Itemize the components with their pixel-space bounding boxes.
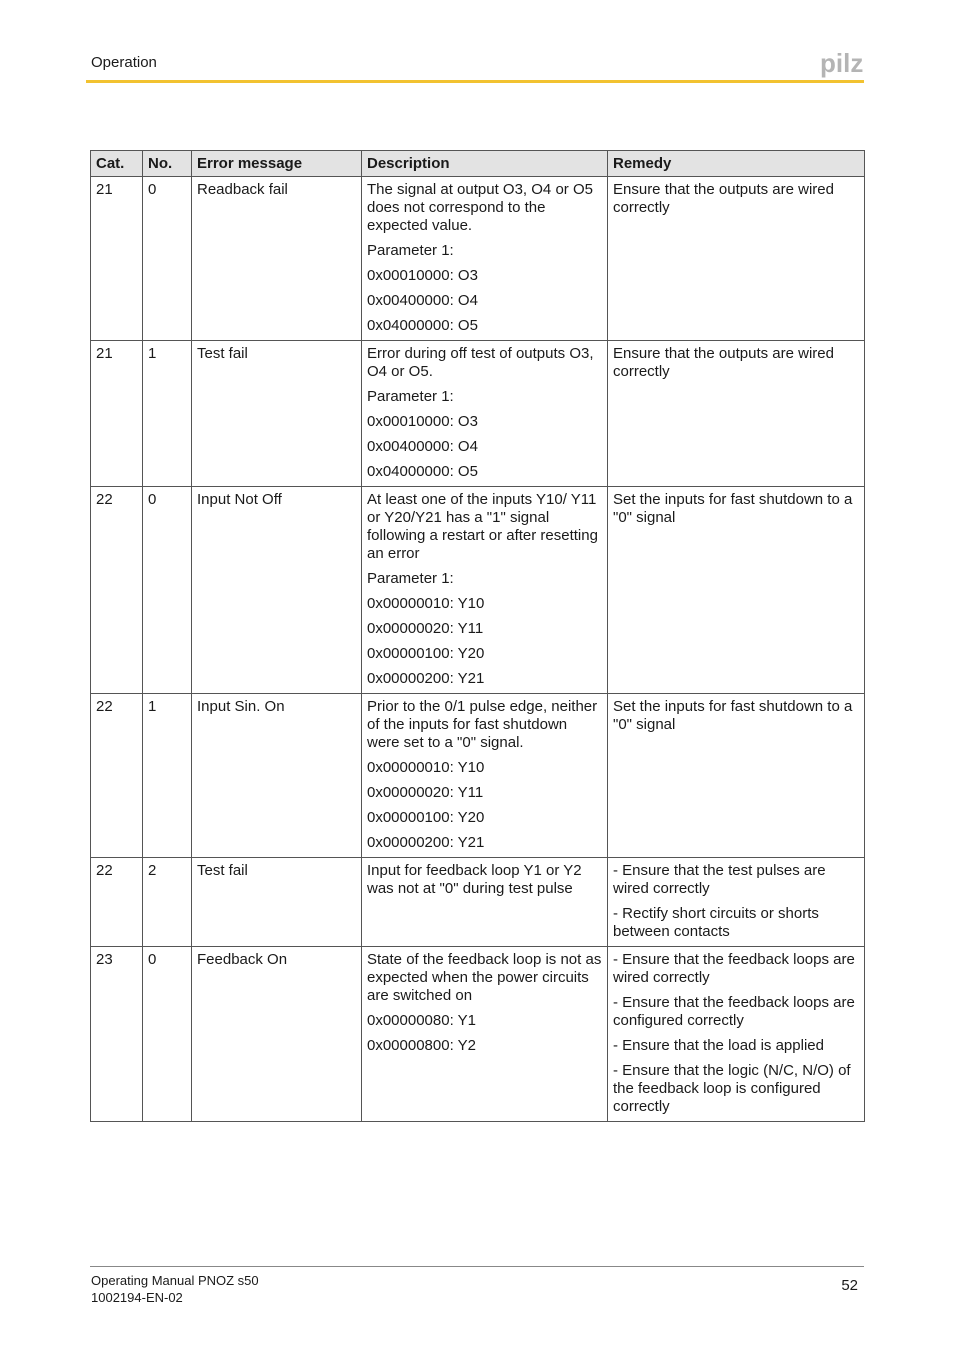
- column-header-error-message: Error message: [192, 151, 362, 177]
- remedy-line: Ensure that the outputs are wired correctly: [613, 345, 834, 380]
- description-line: 0x00000080: Y1: [367, 1012, 476, 1029]
- description-line: Error during off test of outputs O3, O4 or O5.: [367, 345, 594, 380]
- manual-title: Operating Manual PNOZ s50: [91, 1273, 259, 1288]
- table-header-row: [91, 151, 865, 177]
- description-line: 0x00400000: O4: [367, 438, 478, 455]
- cell-number: 2: [143, 858, 192, 947]
- table-row: [91, 177, 865, 341]
- document-number: 1002194-EN-02: [91, 1290, 183, 1305]
- remedy-line: - Ensure that the logic (N/C, N/O) of the feedback loop is configured correctly: [613, 1062, 851, 1115]
- cell-description: [362, 947, 608, 1122]
- table-row: [91, 947, 865, 1122]
- remedy-line: - Ensure that the test pulses are wired correctly: [613, 862, 826, 897]
- cell-remedy: [608, 858, 865, 947]
- cell-description: [362, 858, 608, 947]
- description-line: The signal at output O3, O4 or O5 does not correspond to the expected value.: [367, 181, 593, 234]
- description-line: 0x00400000: O4: [367, 292, 478, 309]
- cell-category: 22: [91, 487, 143, 694]
- cell-error-message: Input Not Off: [192, 487, 362, 694]
- header-divider: [86, 80, 864, 83]
- remedy-line: Ensure that the outputs are wired correctly: [613, 181, 834, 216]
- description-line: Prior to the 0/1 pulse edge, neither of the inputs for fast shutdown were set to a "0" signal.: [367, 698, 598, 751]
- column-header-remedy: Remedy: [608, 151, 865, 177]
- description-line: Input for feedback loop Y1 or Y2 was not at "0" during test pulse: [367, 862, 582, 897]
- cell-category: 22: [91, 858, 143, 947]
- cell-category: 22: [91, 694, 143, 858]
- description-line: 0x00000100: Y20: [367, 809, 485, 826]
- svg-text:pilz: pilz: [820, 50, 864, 78]
- description-line: Parameter 1:: [367, 570, 454, 587]
- cell-number: 1: [143, 694, 192, 858]
- cell-error-message: Feedback On: [192, 947, 362, 1122]
- table-row: [91, 341, 865, 487]
- cell-error-message: Readback fail: [192, 177, 362, 341]
- cell-description: [362, 177, 608, 341]
- page-number: 52: [841, 1277, 858, 1294]
- cell-number: 1: [143, 341, 192, 487]
- cell-number: 0: [143, 487, 192, 694]
- description-line: Parameter 1:: [367, 242, 454, 259]
- description-line: Parameter 1:: [367, 388, 454, 405]
- description-line: 0x00010000: O3: [367, 267, 478, 284]
- description-line: 0x00010000: O3: [367, 413, 478, 430]
- cell-description: [362, 694, 608, 858]
- description-line: 0x00000800: Y2: [367, 1037, 476, 1054]
- pilz-logo: [820, 50, 864, 78]
- error-table: [90, 150, 865, 1122]
- cell-number: 0: [143, 177, 192, 341]
- column-header-description: Description: [362, 151, 608, 177]
- description-line: State of the feedback loop is not as expected when the power circuits are switched on: [367, 951, 602, 1004]
- table-row: [91, 694, 865, 858]
- column-header-no: No.: [143, 151, 192, 177]
- description-line: 0x00000100: Y20: [367, 645, 485, 662]
- description-line: 0x00000200: Y21: [367, 834, 485, 851]
- cell-error-message: Test fail: [192, 858, 362, 947]
- description-line: At least one of the inputs Y10/ Y11 or Y20/Y21 has a "1" signal following a restart or after resetting an error: [367, 491, 598, 562]
- cell-description: [362, 487, 608, 694]
- cell-error-message: Input Sin. On: [192, 694, 362, 858]
- cell-category: 21: [91, 177, 143, 341]
- description-line: 0x04000000: O5: [367, 463, 478, 480]
- description-line: 0x04000000: O5: [367, 317, 478, 334]
- footer-document-info: [91, 1272, 259, 1306]
- cell-category: 21: [91, 341, 143, 487]
- cell-error-message: Test fail: [192, 341, 362, 487]
- section-title: Operation: [91, 54, 157, 71]
- footer-divider: [90, 1266, 864, 1267]
- column-header-cat: Cat.: [91, 151, 143, 177]
- description-line: 0x00000020: Y11: [367, 784, 484, 801]
- description-line: 0x00000020: Y11: [367, 620, 484, 637]
- cell-remedy: [608, 487, 865, 694]
- remedy-line: Set the inputs for fast shutdown to a "0" signal: [613, 698, 853, 733]
- description-line: 0x00000200: Y21: [367, 670, 485, 687]
- description-line: 0x00000010: Y10: [367, 595, 485, 612]
- remedy-line: - Rectify short circuits or shorts between contacts: [613, 905, 819, 940]
- cell-description: [362, 341, 608, 487]
- remedy-line: - Ensure that the load is applied: [613, 1037, 824, 1054]
- cell-remedy: [608, 694, 865, 858]
- remedy-line: - Ensure that the feedback loops are configured correctly: [613, 994, 855, 1029]
- remedy-line: - Ensure that the feedback loops are wired correctly: [613, 951, 855, 986]
- cell-remedy: [608, 947, 865, 1122]
- table-row: [91, 858, 865, 947]
- cell-category: 23: [91, 947, 143, 1122]
- table-row: [91, 487, 865, 694]
- cell-number: 0: [143, 947, 192, 1122]
- description-line: 0x00000010: Y10: [367, 759, 485, 776]
- remedy-line: Set the inputs for fast shutdown to a "0" signal: [613, 491, 853, 526]
- cell-remedy: [608, 341, 865, 487]
- cell-remedy: [608, 177, 865, 341]
